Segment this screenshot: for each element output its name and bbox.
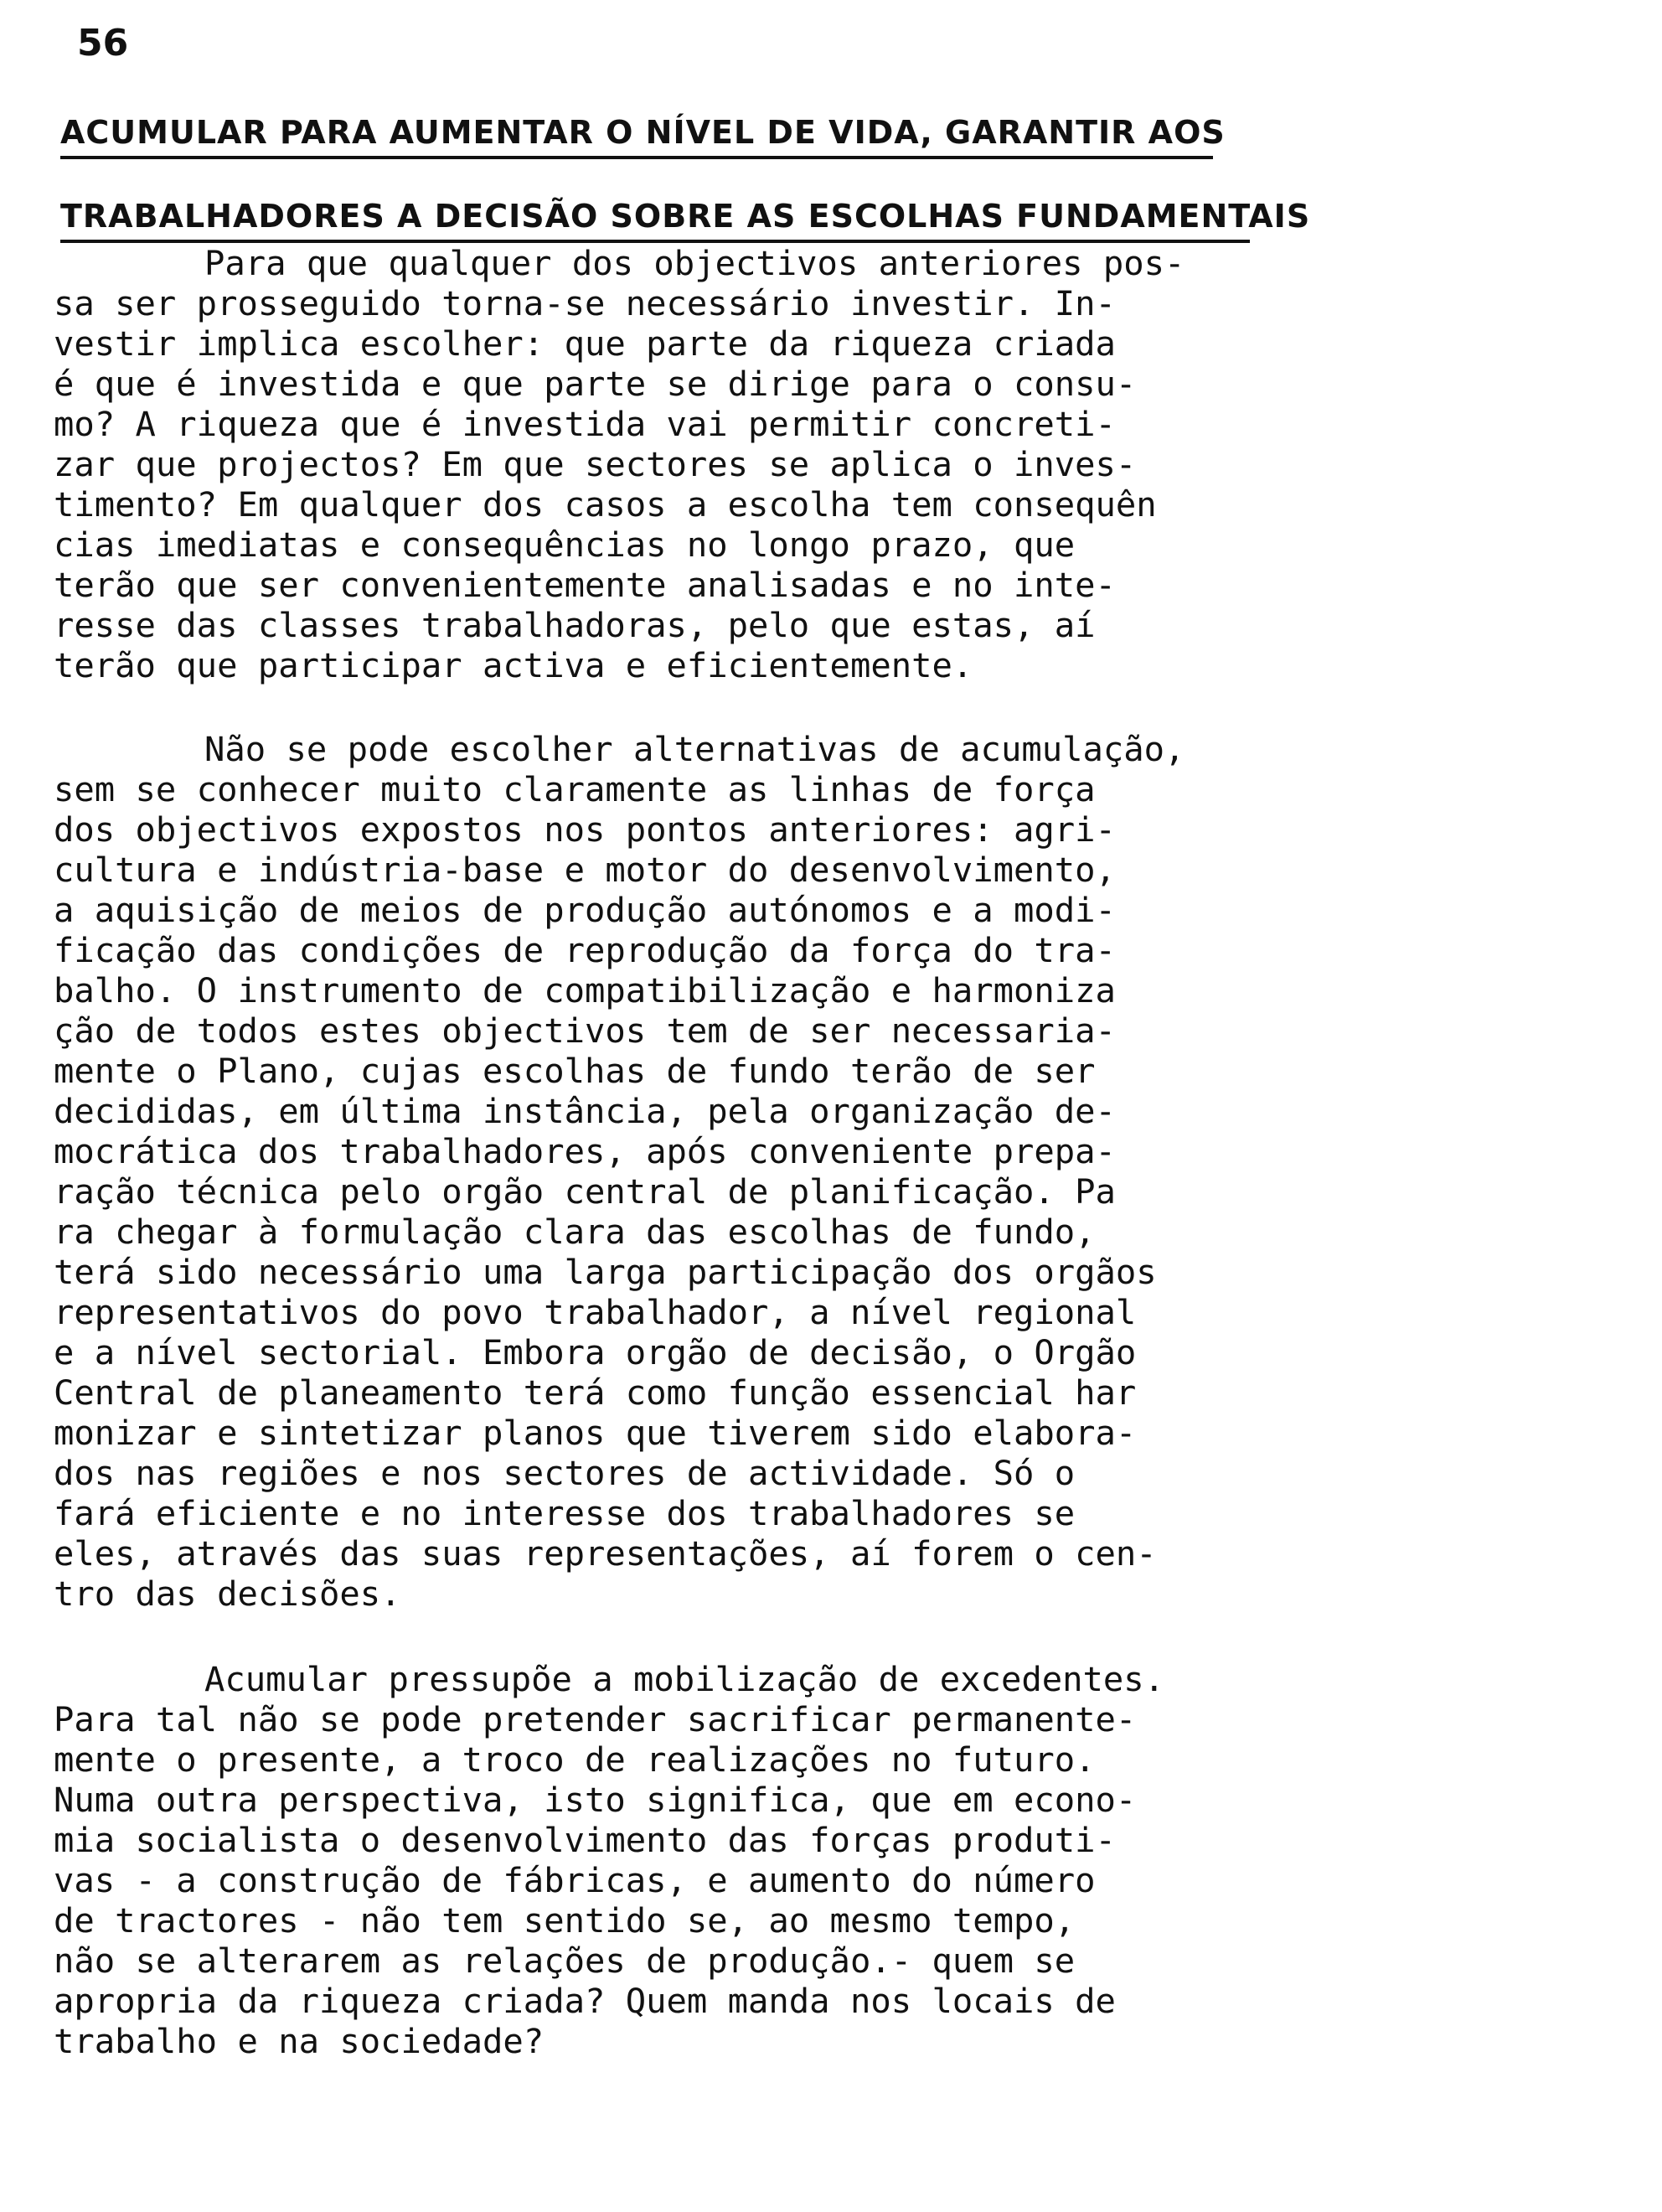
text-line: sem se conhecer muito claramente as linhas de força [54, 769, 1096, 809]
text-line: balho. O instrumento de compatibilização e harmoniza [54, 970, 1116, 1010]
text-line: Para que qualquer dos objectivos anteriores pos- [204, 243, 1185, 283]
text-line: monizar e sintetizar planos que tiverem sido elabora- [54, 1413, 1137, 1453]
text-line: terá sido necessário uma larga participação dos orgãos [54, 1252, 1157, 1292]
text-line: terão que ser convenientemente analisadas e no inte- [54, 565, 1116, 605]
text-line: dos objectivos expostos nos pontos anteriores: agri- [54, 809, 1116, 850]
text-line: mocrática dos trabalhadores, após conveniente prepa- [54, 1131, 1116, 1171]
paragraph-1 [54, 243, 1277, 685]
section-heading-line-2: TRABALHADORES A DECISÃO SOBRE AS ESCOLHAS FUNDAMENTAIS [60, 198, 1250, 243]
text-line: a aquisição de meios de produção autónomos e a modi- [54, 890, 1116, 930]
text-line: terão que participar activa e eficientemente. [54, 645, 973, 685]
text-line: vestir implica escolher: que parte da riqueza criada [54, 323, 1116, 364]
text-line: de tractores - não tem sentido se, ao mesmo tempo, [54, 1900, 1076, 1941]
paragraph-3 [54, 1659, 1277, 2061]
text-line: Central de planeamento terá como função essencial har [54, 1372, 1137, 1413]
text-line: Para tal não se pode pretender sacrificar permanente- [54, 1699, 1137, 1739]
text-line: é que é investida e que parte se dirige para o consu- [54, 364, 1137, 404]
text-line: vas - a construção de fábricas, e aumento do número [54, 1860, 1096, 1900]
text-line: apropria da riqueza criada? Quem manda nos locais de [54, 1981, 1116, 2021]
text-line: mo? A riqueza que é investida vai permitir concreti- [54, 404, 1116, 444]
text-line: e a nível sectorial. Embora orgão de decisão, o Orgão [54, 1332, 1137, 1372]
text-line: mente o Plano, cujas escolhas de fundo terão de ser [54, 1051, 1096, 1091]
text-line: zar que projectos? Em que sectores se aplica o inves- [54, 444, 1137, 484]
text-line: trabalho e na sociedade? [54, 2021, 545, 2061]
text-line: decididas, em última instância, pela organização de- [54, 1091, 1116, 1131]
text-line: fará eficiente e no interesse dos trabalhadores se [54, 1493, 1076, 1533]
text-line: ra chegar à formulação clara das escolhas de fundo, [54, 1212, 1096, 1252]
text-line: mia socialista o desenvolvimento das forças produti- [54, 1820, 1116, 1860]
text-line: Acumular pressupõe a mobilização de excedentes. [204, 1659, 1165, 1699]
text-line: ração técnica pelo orgão central de planificação. Pa [54, 1171, 1116, 1212]
text-line: cultura e indústria-base e motor do desenvolvimento, [54, 850, 1116, 890]
section-heading-line-1: ACUMULAR PARA AUMENTAR O NÍVEL DE VIDA, GARANTIR AOS [60, 114, 1213, 159]
text-line: timento? Em qualquer dos casos a escolha tem consequên [54, 484, 1157, 525]
text-line: Não se pode escolher alternativas de acumulação, [204, 729, 1185, 769]
text-line: eles, através das suas representações, aí forem o cen- [54, 1533, 1157, 1574]
text-line: sa ser prosseguido torna-se necessário investir. In- [54, 283, 1116, 323]
text-line: mente o presente, a troco de realizações no futuro. [54, 1739, 1096, 1780]
text-line: ficação das condições de reprodução da força do tra- [54, 930, 1116, 970]
text-line: cias imediatas e consequências no longo prazo, que [54, 525, 1076, 565]
paragraph-2 [54, 729, 1277, 1614]
text-line: Numa outra perspectiva, isto significa, que em econo- [54, 1780, 1137, 1820]
text-line: tro das decisões. [54, 1574, 401, 1614]
text-line: dos nas regiões e nos sectores de actividade. Só o [54, 1453, 1076, 1493]
text-line: resse das classes trabalhadoras, pelo que estas, aí [54, 605, 1096, 645]
text-line: ção de todos estes objectivos tem de ser necessaria- [54, 1010, 1116, 1051]
page-number: 56 [77, 22, 129, 65]
text-line: representativos do povo trabalhador, a nível regional [54, 1292, 1137, 1332]
text-line: não se alterarem as relações de produção.- quem se [54, 1941, 1076, 1981]
